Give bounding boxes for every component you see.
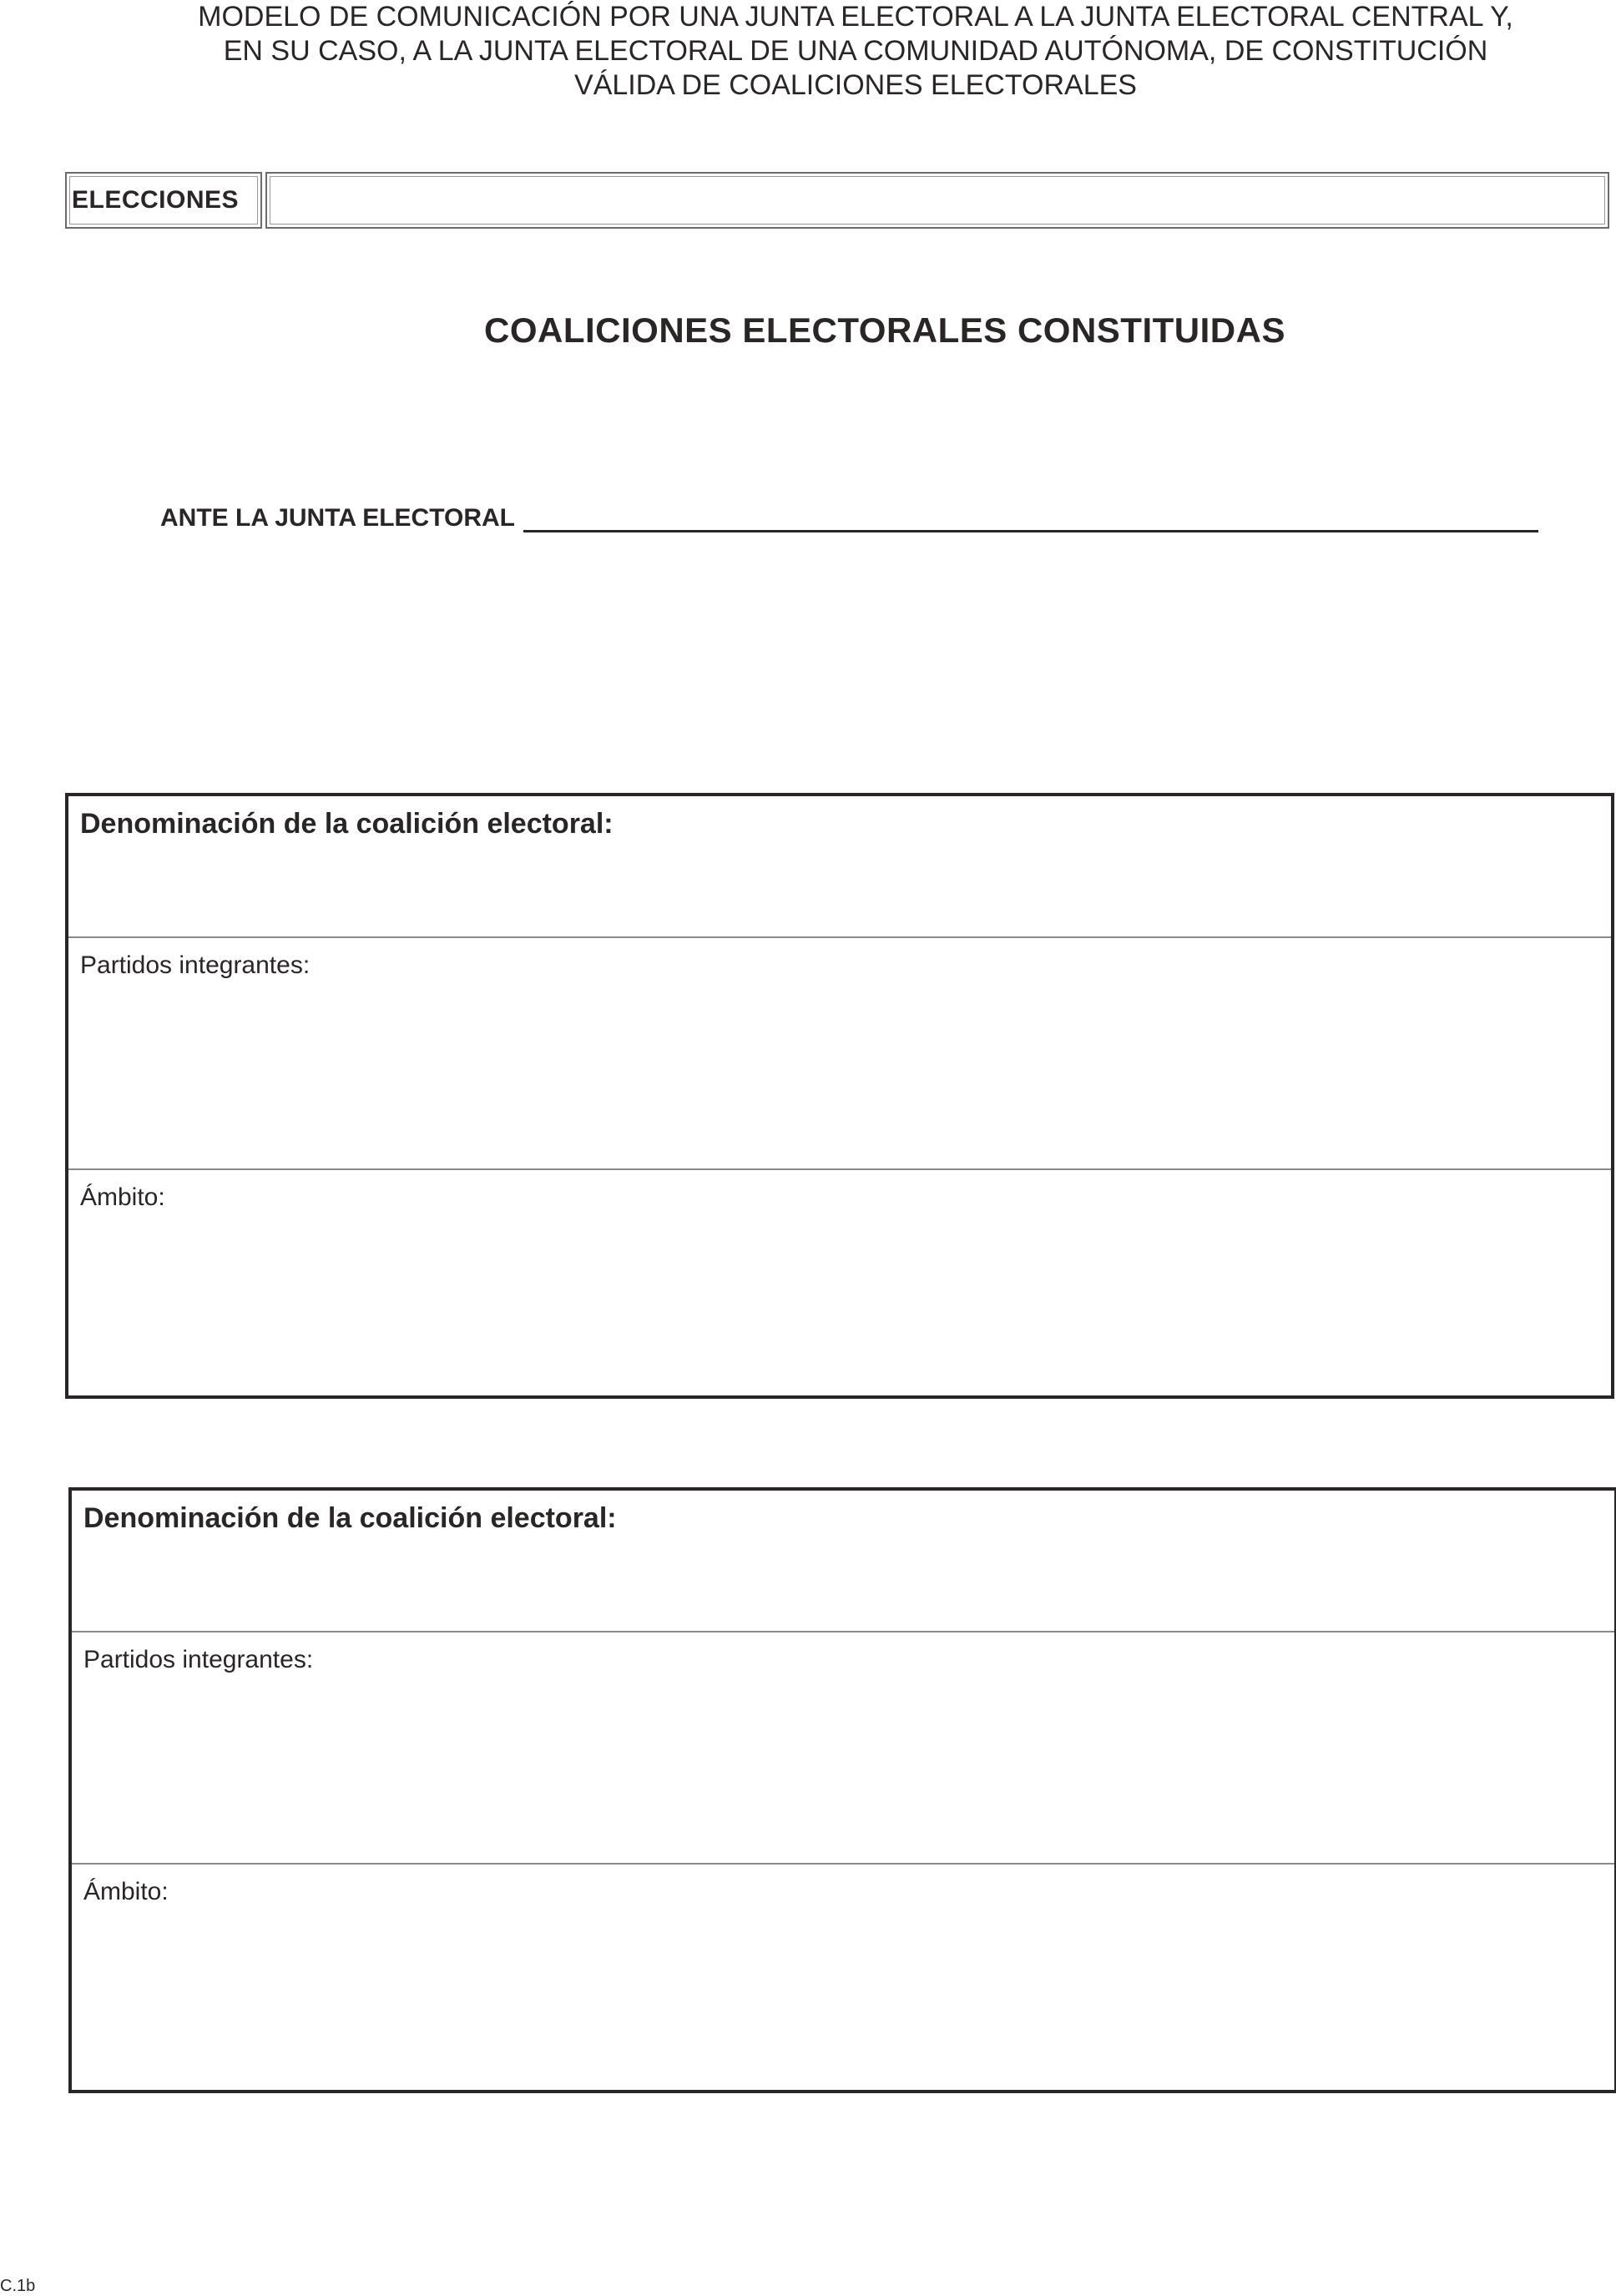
elections-field[interactable]: [265, 172, 1609, 229]
coalition-parties-label: Partidos integrantes:: [83, 1646, 314, 1673]
junta-electoral-field[interactable]: [523, 505, 1538, 532]
title-line-1: MODELO DE COMUNICACIÓN POR UNA JUNTA ELECTORAL A LA JUNTA ELECTORAL CENTRAL Y,: [198, 1, 1513, 33]
coalition-box-2: [68, 1487, 1616, 2093]
coalition-scope-label: Ámbito:: [83, 1878, 169, 1905]
coalition-name-label: Denominación de la coalición electoral:: [83, 1502, 617, 1534]
coalition-parties-label: Partidos integrantes:: [80, 951, 311, 979]
coalition-scope-field[interactable]: [68, 1170, 1611, 1395]
coalition-box-1: [65, 793, 1614, 1399]
coalition-parties-field[interactable]: [68, 938, 1611, 1170]
elections-row: [65, 172, 1609, 229]
elections-label: ELECCIONES: [65, 172, 262, 229]
section-title: COALICIONES ELECTORALES CONSTITUIDAS: [484, 310, 1285, 350]
title-line-2: EN SU CASO, A LA JUNTA ELECTORAL DE UNA COMUNIDAD AUTÓNOMA, DE CONSTITUCIÓN: [223, 35, 1488, 67]
coalition-scope-field[interactable]: [72, 1865, 1614, 2090]
coalition-parties-field[interactable]: [72, 1632, 1614, 1865]
coalition-name-field[interactable]: [72, 1491, 1614, 1632]
document-title: [0, 0, 1616, 103]
coalition-scope-label: Ámbito:: [80, 1183, 165, 1211]
title-line-3: VÁLIDA DE COALICIONES ELECTORALES: [574, 69, 1137, 101]
junta-electoral-line: [160, 504, 1538, 532]
coalition-name-label: Denominación de la coalición electoral:: [80, 808, 614, 840]
junta-electoral-label: ANTE LA JUNTA ELECTORAL: [160, 504, 515, 532]
form-code: C.1b: [0, 2277, 36, 2295]
coalition-name-field[interactable]: [68, 796, 1611, 938]
